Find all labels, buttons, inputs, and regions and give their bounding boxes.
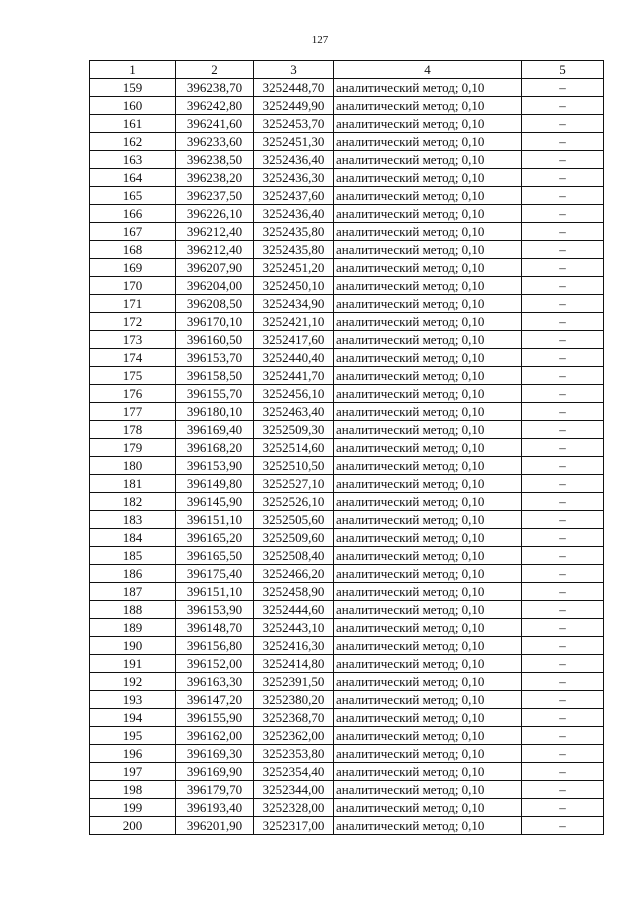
y-coordinate-cell: 3252435,80 [254,241,334,259]
y-coordinate-cell: 3252508,40 [254,547,334,565]
header-col-2: 2 [176,61,254,79]
point-number-cell: 178 [90,421,176,439]
method-cell: аналитический метод; 0,10 [334,511,522,529]
method-cell: аналитический метод; 0,10 [334,655,522,673]
table-row [90,637,604,655]
point-number-cell: 166 [90,205,176,223]
table-row [90,349,604,367]
point-number-cell: 176 [90,385,176,403]
point-number-cell: 183 [90,511,176,529]
y-coordinate-cell: 3252449,90 [254,97,334,115]
note-cell: – [522,547,604,565]
table-row [90,691,604,709]
table-row [90,781,604,799]
table-row [90,367,604,385]
point-number-cell: 170 [90,277,176,295]
y-coordinate-cell: 3252435,80 [254,223,334,241]
method-cell: аналитический метод; 0,10 [334,673,522,691]
point-number-cell: 196 [90,745,176,763]
point-number-cell: 165 [90,187,176,205]
x-coordinate-cell: 396237,50 [176,187,254,205]
x-coordinate-cell: 396175,40 [176,565,254,583]
point-number-cell: 185 [90,547,176,565]
point-number-cell: 191 [90,655,176,673]
method-cell: аналитический метод; 0,10 [334,313,522,331]
method-cell: аналитический метод; 0,10 [334,799,522,817]
point-number-cell: 182 [90,493,176,511]
table-row [90,457,604,475]
x-coordinate-cell: 396169,90 [176,763,254,781]
method-cell: аналитический метод; 0,10 [334,763,522,781]
method-cell: аналитический метод; 0,10 [334,601,522,619]
table-row [90,151,604,169]
x-coordinate-cell: 396233,60 [176,133,254,151]
method-cell: аналитический метод; 0,10 [334,151,522,169]
x-coordinate-cell: 396169,30 [176,745,254,763]
coordinates-table [89,60,604,835]
table-row [90,529,604,547]
point-number-cell: 194 [90,709,176,727]
note-cell: – [522,385,604,403]
method-cell: аналитический метод; 0,10 [334,781,522,799]
x-coordinate-cell: 396208,50 [176,295,254,313]
y-coordinate-cell: 3252328,00 [254,799,334,817]
method-cell: аналитический метод; 0,10 [334,79,522,97]
note-cell: – [522,133,604,151]
point-number-cell: 198 [90,781,176,799]
point-number-cell: 189 [90,619,176,637]
table-row [90,511,604,529]
table-row [90,97,604,115]
point-number-cell: 192 [90,673,176,691]
x-coordinate-cell: 396168,20 [176,439,254,457]
table-row [90,241,604,259]
method-cell: аналитический метод; 0,10 [334,709,522,727]
y-coordinate-cell: 3252505,60 [254,511,334,529]
point-number-cell: 159 [90,79,176,97]
point-number-cell: 162 [90,133,176,151]
point-number-cell: 160 [90,97,176,115]
y-coordinate-cell: 3252443,10 [254,619,334,637]
x-coordinate-cell: 396155,90 [176,709,254,727]
table-row [90,709,604,727]
method-cell: аналитический метод; 0,10 [334,421,522,439]
note-cell: – [522,529,604,547]
note-cell: – [522,349,604,367]
x-coordinate-cell: 396151,10 [176,511,254,529]
note-cell: – [522,745,604,763]
note-cell: – [522,619,604,637]
note-cell: – [522,601,604,619]
y-coordinate-cell: 3252353,80 [254,745,334,763]
note-cell: – [522,115,604,133]
point-number-cell: 168 [90,241,176,259]
x-coordinate-cell: 396147,20 [176,691,254,709]
method-cell: аналитический метод; 0,10 [334,349,522,367]
method-cell: аналитический метод; 0,10 [334,637,522,655]
x-coordinate-cell: 396169,40 [176,421,254,439]
point-number-cell: 177 [90,403,176,421]
method-cell: аналитический метод; 0,10 [334,619,522,637]
method-cell: аналитический метод; 0,10 [334,205,522,223]
note-cell: – [522,151,604,169]
note-cell: – [522,421,604,439]
x-coordinate-cell: 396148,70 [176,619,254,637]
point-number-cell: 163 [90,151,176,169]
method-cell: аналитический метод; 0,10 [334,475,522,493]
point-number-cell: 181 [90,475,176,493]
y-coordinate-cell: 3252417,60 [254,331,334,349]
note-cell: – [522,493,604,511]
y-coordinate-cell: 3252414,80 [254,655,334,673]
method-cell: аналитический метод; 0,10 [334,385,522,403]
table-row [90,763,604,781]
note-cell: – [522,781,604,799]
y-coordinate-cell: 3252514,60 [254,439,334,457]
table-row [90,421,604,439]
header-col-5: 5 [522,61,604,79]
note-cell: – [522,187,604,205]
table-row [90,205,604,223]
y-coordinate-cell: 3252434,90 [254,295,334,313]
y-coordinate-cell: 3252368,70 [254,709,334,727]
y-coordinate-cell: 3252437,60 [254,187,334,205]
note-cell: – [522,97,604,115]
y-coordinate-cell: 3252362,00 [254,727,334,745]
x-coordinate-cell: 396165,20 [176,529,254,547]
method-cell: аналитический метод; 0,10 [334,457,522,475]
y-coordinate-cell: 3252451,30 [254,133,334,151]
header-col-4: 4 [334,61,522,79]
point-number-cell: 184 [90,529,176,547]
note-cell: – [522,583,604,601]
y-coordinate-cell: 3252317,00 [254,817,334,835]
table-row [90,331,604,349]
method-cell: аналитический метод; 0,10 [334,241,522,259]
x-coordinate-cell: 396153,90 [176,601,254,619]
y-coordinate-cell: 3252441,70 [254,367,334,385]
y-coordinate-cell: 3252380,20 [254,691,334,709]
point-number-cell: 164 [90,169,176,187]
x-coordinate-cell: 396212,40 [176,223,254,241]
table-row [90,385,604,403]
table-row [90,799,604,817]
note-cell: – [522,655,604,673]
point-number-cell: 180 [90,457,176,475]
method-cell: аналитический метод; 0,10 [334,403,522,421]
table-row [90,277,604,295]
method-cell: аналитический метод; 0,10 [334,817,522,835]
note-cell: – [522,439,604,457]
y-coordinate-cell: 3252391,50 [254,673,334,691]
note-cell: – [522,259,604,277]
point-number-cell: 199 [90,799,176,817]
note-cell: – [522,763,604,781]
x-coordinate-cell: 396226,10 [176,205,254,223]
y-coordinate-cell: 3252448,70 [254,79,334,97]
note-cell: – [522,223,604,241]
y-coordinate-cell: 3252421,10 [254,313,334,331]
header-row [90,61,604,79]
page-number: 127 [311,34,329,46]
note-cell: – [522,205,604,223]
table-row [90,565,604,583]
table-row [90,295,604,313]
header-col-3: 3 [254,61,334,79]
point-number-cell: 193 [90,691,176,709]
method-cell: аналитический метод; 0,10 [334,295,522,313]
point-number-cell: 186 [90,565,176,583]
x-coordinate-cell: 396207,90 [176,259,254,277]
point-number-cell: 187 [90,583,176,601]
x-coordinate-cell: 396180,10 [176,403,254,421]
y-coordinate-cell: 3252509,60 [254,529,334,547]
y-coordinate-cell: 3252436,40 [254,151,334,169]
point-number-cell: 167 [90,223,176,241]
x-coordinate-cell: 396170,10 [176,313,254,331]
y-coordinate-cell: 3252354,40 [254,763,334,781]
note-cell: – [522,331,604,349]
note-cell: – [522,457,604,475]
point-number-cell: 171 [90,295,176,313]
x-coordinate-cell: 396179,70 [176,781,254,799]
note-cell: – [522,295,604,313]
table-row [90,439,604,457]
table-row [90,727,604,745]
table-row [90,403,604,421]
method-cell: аналитический метод; 0,10 [334,223,522,241]
method-cell: аналитический метод; 0,10 [334,331,522,349]
x-coordinate-cell: 396149,80 [176,475,254,493]
x-coordinate-cell: 396163,30 [176,673,254,691]
table-row [90,817,604,835]
table-row [90,79,604,97]
table-row [90,655,604,673]
method-cell: аналитический метод; 0,10 [334,115,522,133]
method-cell: аналитический метод; 0,10 [334,367,522,385]
table-row [90,745,604,763]
table-header [90,61,604,79]
header-col-1: 1 [90,61,176,79]
point-number-cell: 172 [90,313,176,331]
note-cell: – [522,637,604,655]
x-coordinate-cell: 396241,60 [176,115,254,133]
point-number-cell: 200 [90,817,176,835]
note-cell: – [522,79,604,97]
method-cell: аналитический метод; 0,10 [334,529,522,547]
x-coordinate-cell: 396158,50 [176,367,254,385]
method-cell: аналитический метод; 0,10 [334,169,522,187]
table-row [90,601,604,619]
y-coordinate-cell: 3252436,30 [254,169,334,187]
method-cell: аналитический метод; 0,10 [334,583,522,601]
x-coordinate-cell: 396238,70 [176,79,254,97]
note-cell: – [522,313,604,331]
table-row [90,493,604,511]
y-coordinate-cell: 3252344,00 [254,781,334,799]
y-coordinate-cell: 3252416,30 [254,637,334,655]
note-cell: – [522,475,604,493]
x-coordinate-cell: 396201,90 [176,817,254,835]
point-number-cell: 190 [90,637,176,655]
point-number-cell: 197 [90,763,176,781]
point-number-cell: 175 [90,367,176,385]
point-number-cell: 179 [90,439,176,457]
y-coordinate-cell: 3252451,20 [254,259,334,277]
method-cell: аналитический метод; 0,10 [334,493,522,511]
note-cell: – [522,709,604,727]
note-cell: – [522,565,604,583]
point-number-cell: 169 [90,259,176,277]
method-cell: аналитический метод; 0,10 [334,277,522,295]
table-row [90,133,604,151]
note-cell: – [522,169,604,187]
x-coordinate-cell: 396153,90 [176,457,254,475]
x-coordinate-cell: 396238,20 [176,169,254,187]
method-cell: аналитический метод; 0,10 [334,727,522,745]
y-coordinate-cell: 3252527,10 [254,475,334,493]
point-number-cell: 161 [90,115,176,133]
table-row [90,259,604,277]
method-cell: аналитический метод; 0,10 [334,133,522,151]
y-coordinate-cell: 3252458,90 [254,583,334,601]
table-row [90,583,604,601]
x-coordinate-cell: 396193,40 [176,799,254,817]
method-cell: аналитический метод; 0,10 [334,259,522,277]
note-cell: – [522,673,604,691]
y-coordinate-cell: 3252466,20 [254,565,334,583]
method-cell: аналитический метод; 0,10 [334,547,522,565]
y-coordinate-cell: 3252436,40 [254,205,334,223]
table-row [90,187,604,205]
table-row [90,673,604,691]
x-coordinate-cell: 396162,00 [176,727,254,745]
x-coordinate-cell: 396212,40 [176,241,254,259]
note-cell: – [522,727,604,745]
note-cell: – [522,403,604,421]
table-row [90,223,604,241]
method-cell: аналитический метод; 0,10 [334,691,522,709]
point-number-cell: 174 [90,349,176,367]
table-row [90,475,604,493]
point-number-cell: 188 [90,601,176,619]
x-coordinate-cell: 396155,70 [176,385,254,403]
note-cell: – [522,241,604,259]
y-coordinate-cell: 3252526,10 [254,493,334,511]
y-coordinate-cell: 3252456,10 [254,385,334,403]
note-cell: – [522,817,604,835]
table-row [90,547,604,565]
table-body [90,79,604,835]
x-coordinate-cell: 396153,70 [176,349,254,367]
y-coordinate-cell: 3252509,30 [254,421,334,439]
table-row [90,169,604,187]
x-coordinate-cell: 396152,00 [176,655,254,673]
point-number-cell: 195 [90,727,176,745]
x-coordinate-cell: 396160,50 [176,331,254,349]
method-cell: аналитический метод; 0,10 [334,565,522,583]
y-coordinate-cell: 3252510,50 [254,457,334,475]
note-cell: – [522,799,604,817]
x-coordinate-cell: 396156,80 [176,637,254,655]
note-cell: – [522,367,604,385]
y-coordinate-cell: 3252453,70 [254,115,334,133]
y-coordinate-cell: 3252450,10 [254,277,334,295]
method-cell: аналитический метод; 0,10 [334,745,522,763]
x-coordinate-cell: 396204,00 [176,277,254,295]
table-row [90,619,604,637]
note-cell: – [522,691,604,709]
x-coordinate-cell: 396151,10 [176,583,254,601]
x-coordinate-cell: 396242,80 [176,97,254,115]
x-coordinate-cell: 396238,50 [176,151,254,169]
y-coordinate-cell: 3252440,40 [254,349,334,367]
table-row [90,313,604,331]
y-coordinate-cell: 3252463,40 [254,403,334,421]
note-cell: – [522,277,604,295]
x-coordinate-cell: 396165,50 [176,547,254,565]
note-cell: – [522,511,604,529]
y-coordinate-cell: 3252444,60 [254,601,334,619]
method-cell: аналитический метод; 0,10 [334,187,522,205]
point-number-cell: 173 [90,331,176,349]
method-cell: аналитический метод; 0,10 [334,97,522,115]
x-coordinate-cell: 396145,90 [176,493,254,511]
table-row [90,115,604,133]
method-cell: аналитический метод; 0,10 [334,439,522,457]
